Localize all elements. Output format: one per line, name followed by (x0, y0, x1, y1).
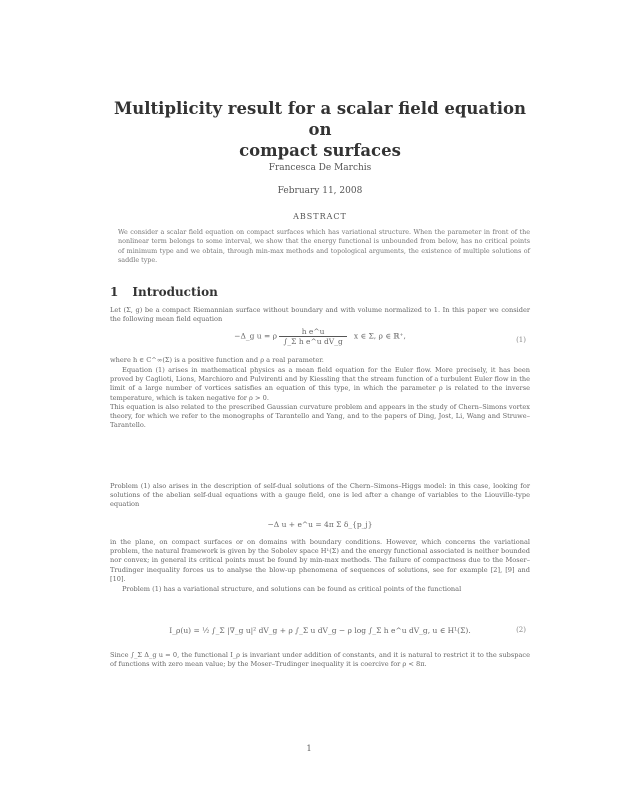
paragraph-8: Since ∫_Σ Δ_g u = 0, the functional I_ρ is invariant under addition of constants, and it is natural to restrict it to the subspace of functions with zero mean value; by the Moser–Trudinger inequality it is coercive for ρ < 8π. (110, 651, 530, 669)
equation-3: I_ρ(u) = ½ ∫_Σ |∇_g u|² dV_g + ρ ∫_Σ u dV_g − ρ log ∫_Σ h e^u dV_g, u ∈ H¹(Σ). (169, 626, 471, 635)
paragraph-2: where h ∈ C^∞(Σ) is a positive function and ρ a real parameter. (110, 356, 324, 364)
equation-1 (110, 327, 530, 346)
title-line-2: compact surfaces (239, 141, 401, 160)
abstract-text: We consider a scalar field equation on compact surfaces which has variational structure. When the parameter in front of the nonlinear term belongs to some interval, we show that the energy functional is unbounded from below, has no critical points of minimum type and we obtain, through min-max methods and topological arguments, the existence of multiple solutions of saddle type. (118, 228, 530, 265)
paragraph-1: Let (Σ, g) be a compact Riemannian surface without boundary and with volume normalized to 1. In this paper we consider the following mean field equation (110, 306, 530, 324)
paragraph-7: Problem (1) has a variational structure, and solutions can be found as critical points of the functional (122, 585, 462, 593)
section-heading (110, 285, 232, 299)
equation-3-tag: (2) (516, 626, 526, 634)
abstract-heading: ABSTRACT (293, 212, 347, 221)
eq1-rhs: x ∈ Σ, ρ ∈ ℝ⁺, (353, 331, 406, 341)
paragraph-4: This equation is also related to the prescribed Gaussian curvature problem and appears in the study of Chern–Simons vortex theory, for which we refer to the monographs of Tarantello and Yang, and to the papers of Ding, Jost, Li, Wang and Struwe–Tarantello. (110, 403, 530, 430)
section-title: Introduction (132, 285, 218, 299)
paragraph-5: Problem (1) also arises in the description of self-dual solutions of the Chern–Simons–Higgs model: in this case, looking for solutions of the abelian self-dual equations with a gauge field, one is led after a change of variables to the Liouville-type equation (110, 482, 530, 509)
title-line-1: Multiplicity result for a scalar field equation on (114, 99, 526, 139)
eq1-numerator: h e^u (279, 327, 346, 337)
equation-2: −Δ u + e^u = 4π Σ δ_{p_j} (267, 520, 373, 529)
paragraph-6: in the plane, on compact surfaces or on domains with boundary conditions. However, which concerns the variational problem, the natural framework is given by the Sobolev space H¹(Σ) and the energy functional associated is neither bounded nor convex; in general its critical points must be found by min-max methods. The failure of compactness due to the Moser–Trudinger inequality forces us to analyse the blow-up phenomena of sequences of solutions, see for example [2], [9] and [10]. (110, 538, 530, 583)
eq1-denominator: ∫_Σ h e^u dV_g (283, 337, 343, 346)
paragraph-3: Equation (1) arises in mathematical physics as a mean field equation for the Euler flow. More precisely, it has been proved by Caglioti, Lions, Marchioro and Pulvirenti and by Kiessling that the stream function of a turbulent Euler flow in the limit of a large number of vortices satisfies an equation of this type, in which the parameter ρ is related to the inverse temperature, which is taken negative for ρ > 0. (110, 366, 530, 402)
eq1-lhs: −Δ_g u = ρ (234, 331, 278, 341)
author: Francesca De Marchis (268, 163, 372, 173)
paper-title (100, 98, 540, 161)
page-number: 1 (306, 744, 312, 753)
equation-1-tag: (1) (516, 336, 526, 344)
date: February 11, 2008 (277, 186, 363, 196)
section-number: 1 (110, 285, 119, 299)
